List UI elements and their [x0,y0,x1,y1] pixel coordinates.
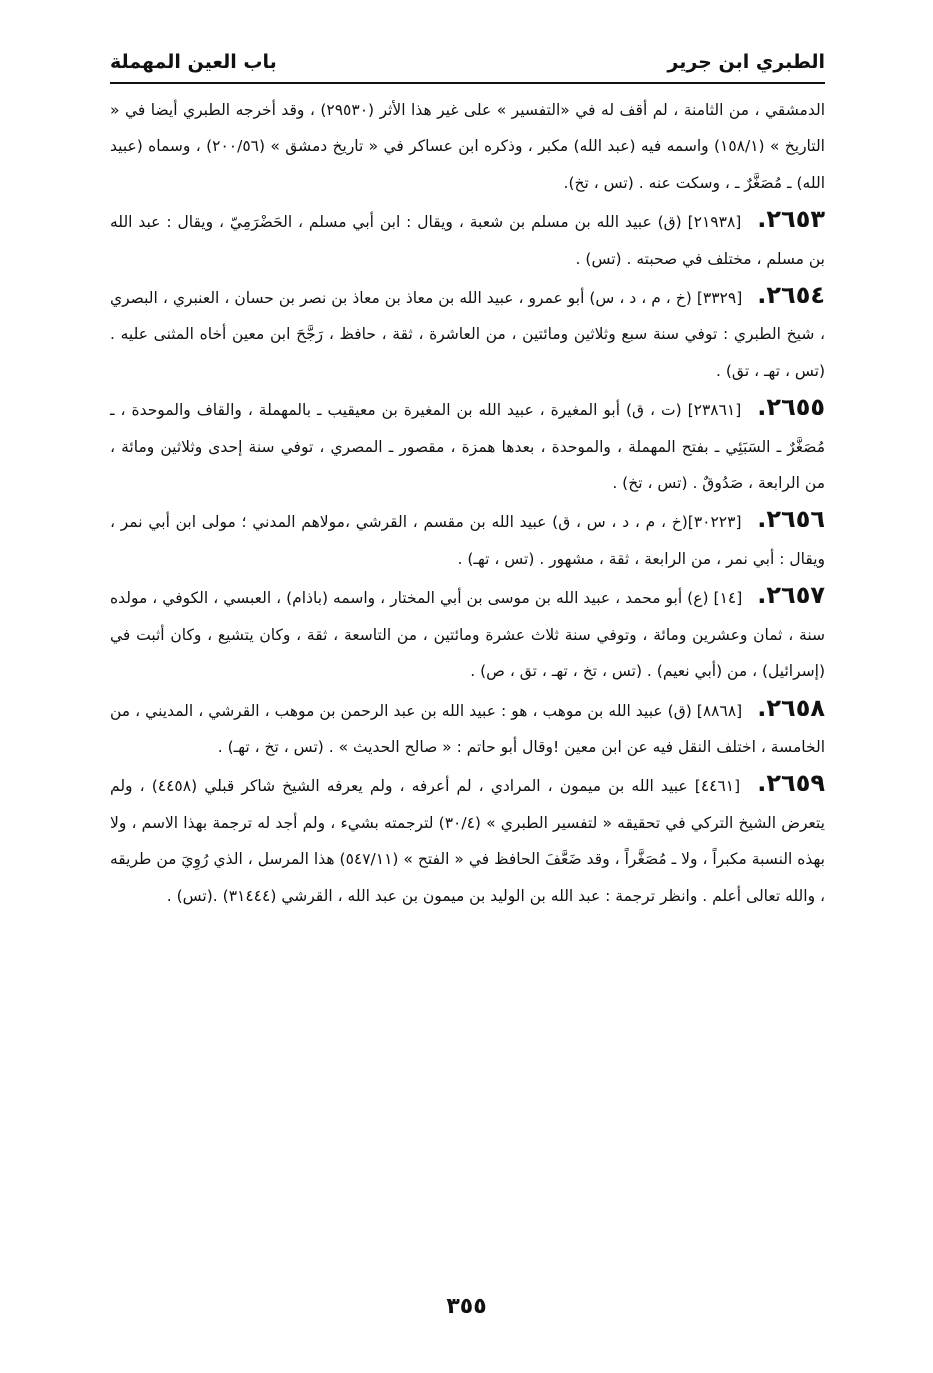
entry-number: ٢٦٥٣. [757,205,825,234]
entry-2657 [110,577,825,689]
entry-2653 [110,201,825,277]
entry-text: [٢٣٨٦١] (ت ، ق) أبو المغيرة ، عبيد الله بن المغيرة بن معيقيب ـ بالمهملة ، والقاف والموحدة ، ـ مُصَغَّرٌ ـ السَبَئِي ـ بفتح المهملة ، والموحدة ، بعدها همزة ، مقصور ـ المصري ، توفي سنة إحدى وثلاثين ومائة ، من الرابعة ، صَدُوقٌ . (تس ، تخ) . [110,401,825,493]
book-title: الطبري ابن جرير [667,51,825,73]
entry-text: [٨٨٦٨] (ق) عبيد الله بن موهب ، هو : عبيد الله بن عبد الرحمن بن موهب ، القرشي ، المديني ، من الخامسة ، اختلف النقل فيه عن ابن معين !وقال أبو حاتم : « صالح الحديث » . (تس ، تخ ، تهـ) . [110,701,825,756]
entry-number: ٢٦٥٤. [757,281,825,310]
entry-number: ٢٦٥٩. [757,769,825,798]
entry-2656 [110,501,825,577]
entry-text: [٣٣٢٩] (خ ، م ، د ، س) أبو عمرو ، عبيد الله بن معاذ بن معاذ بن نصر بن حسان ، العنبري ، البصري ، شيخ الطبري : توفي سنة سبع وثلاثين ومائتين ، من العاشرة ، ثقة ، حافظ ، رَجَّحَ ابن معين أخاه المثنى عليه . (تس ، تهـ ، تق) . [110,289,825,380]
chapter-title: باب العين المهملة [110,51,277,73]
entry-number: ٢٦٥٨. [757,693,825,722]
entry-2658 [110,690,825,766]
page-number: ٣٥٥ [446,1294,487,1319]
entry-2659 [110,765,825,914]
running-header [110,42,825,84]
page-body [110,92,825,914]
entry-number: ٢٦٥٥. [757,393,826,422]
entry-text: [١٤] (ع) أبو محمد ، عبيد الله بن موسى بن أبي المختار ، واسمه (باذام) ، العبسي ، الكوفي ، مولده سنة ، ثمان وعشرين ومائة ، وتوفي سنة ثلاث عشرة ومائتين ، من التاسعة ، ثقة ، وكان يتشيع ، وكان أثبت في (إسرائيل) ، من (أبي نعيم) . (تس ، تخ ، تهـ ، تق ، ص) . [110,589,825,681]
entry-text: [٤٤٦١] عبيد الله بن ميمون ، المرادي ، لم أعرفه ، ولم يعرفه الشيخ شاكر قبلي (٤٤٥٨) ، ولم يتعرض الشيخ التركي في تحقيقه « لتفسير الطبري » (٣٠/٤) لترجمته بشيء ، ولم أجد له ترجمة بهذا الاسم ، ولا بهذه النسبة مكبراً ، ولا ـ مُصَغَّراً ، وقد ضَعَّفَ الحافظ في « الفتح » (٥٤٧/١١) هذا المرسل ، الذي رُوِيَ من طريقه ، والله تعالى أعلم . وانظر ترجمة : عبد الله بن الوليد بن ميمون بن عبد الله ، القرشي (٣١٤٤٤) .(تس) . [110,777,825,905]
entry-number: ٢٦٥٦. [757,505,825,534]
entry-number: ٢٦٥٧. [757,581,825,610]
entry-2655 [110,389,825,501]
entry-text: [٣٠٢٢٣](خ ، م ، د ، س ، ق) عبيد الله بن مقسم ، القرشي ،مولاهم المدني ؛ مولى ابن أبي نمر ، ويقال : أبي نمر ، من الرابعة ، ثقة ، مشهور . (تس ، تهـ) . [110,513,825,568]
entry-2654 [110,277,825,389]
entry-text: [٢١٩٣٨] (ق) عبيد الله بن مسلم بن شعبة ، ويقال : ابن أبي مسلم ، الحَضْرَمِيّ ، ويقال : عبد الله بن مسلم ، مختلف في صحبته . (تس) . [110,213,825,268]
intro-paragraph: الدمشقي ، من الثامنة ، لم أقف له في «التفسير » على غير هذا الأثر (٢٩٥٣٠) ، وقد أخرجه الطبري أيضا في « التاريخ » (١٥٨/١) واسمه فيه (عبد الله) مكبر ، وذكره ابن عساكر في « تاريخ دمشق » (٢٠٠/٥٦) ، وسماه (عبيد الله) ـ مُصَغَّرٌ ـ ، وسكت عنه . (تس ، تخ). [110,101,826,192]
